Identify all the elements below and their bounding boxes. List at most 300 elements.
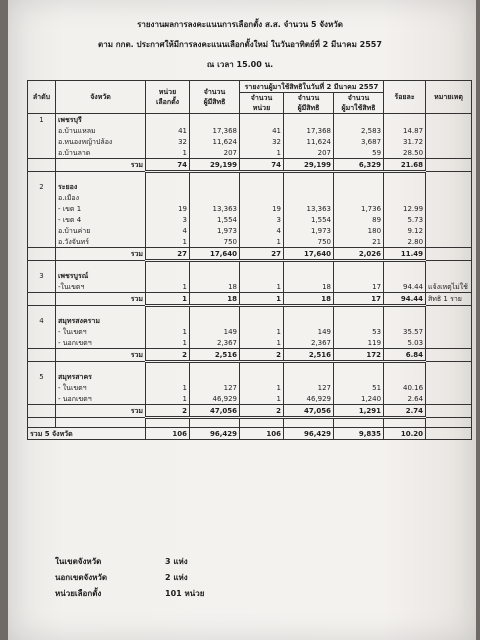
seq-number: 1 — [28, 114, 56, 126]
empty-cell — [146, 261, 190, 271]
summary-row: นอกเขตจังหวัด 2 แห่ง — [55, 573, 188, 582]
cell-note — [426, 236, 472, 248]
cell-voted: 51 — [334, 382, 384, 393]
grand-total-label: รวม 5 จังหวัด — [28, 428, 146, 440]
cell-eligible: 149 — [190, 326, 240, 337]
province-name: ระยอง — [56, 181, 146, 192]
cell-rep_eligible: 1,973 — [284, 225, 334, 236]
sum-units: 2 — [146, 349, 190, 362]
sum-rep_eligible: 17,640 — [284, 248, 334, 261]
cell-rep_units: 4 — [240, 225, 284, 236]
cell-rep_eligible: 149 — [284, 326, 334, 337]
cell-pct: 28.50 — [384, 147, 426, 159]
empty-cell — [28, 281, 56, 293]
province-row — [28, 114, 472, 126]
cell-eligible: 2,367 — [190, 337, 240, 349]
empty-cell — [28, 248, 56, 261]
table-row — [28, 393, 472, 405]
cell-units: 41 — [146, 125, 190, 136]
empty-cell — [28, 192, 56, 203]
empty-cell — [28, 337, 56, 349]
empty-cell — [384, 306, 426, 316]
empty-cell — [426, 371, 472, 382]
empty-cell — [28, 261, 56, 271]
report-subtitle: ตาม กกต. ประกาศให้มีการลงคะแนนเลือกตั้งใหม่ ในวันอาทิตย์ที่ 2 มีนาคม 2557 — [98, 40, 382, 49]
empty-cell — [240, 362, 284, 372]
sum-pct: 94.44 — [384, 293, 426, 306]
col-report-group: รายงานผู้มาใช้สิทธิในวันที่ 2 มีนาคม 2557 — [240, 81, 384, 93]
cell-rep_units: 3 — [240, 214, 284, 225]
col-units: หน่วย เลือกตั้ง — [146, 81, 190, 114]
total-eligible: 96,429 — [190, 428, 240, 440]
sum-rep_eligible: 47,056 — [284, 405, 334, 418]
empty-cell — [56, 261, 146, 271]
sum-units: 27 — [146, 248, 190, 261]
sum-voted: 172 — [334, 349, 384, 362]
cell-eligible: 1,554 — [190, 214, 240, 225]
empty-cell — [146, 418, 190, 428]
sum-pct: 11.49 — [384, 248, 426, 261]
empty-cell — [426, 261, 472, 271]
sum-voted: 6,329 — [334, 159, 384, 172]
empty-cell — [190, 315, 240, 326]
table-row — [28, 281, 472, 293]
table-row — [28, 326, 472, 337]
cell-note — [426, 203, 472, 214]
cell-pct: 94.44 — [384, 281, 426, 293]
empty-cell — [190, 306, 240, 316]
cell-eligible: 17,368 — [190, 125, 240, 136]
empty-cell — [284, 362, 334, 372]
cell-units: 1 — [146, 382, 190, 393]
cell-pct: 12.99 — [384, 203, 426, 214]
district-label: อ.เมือง — [56, 192, 146, 203]
empty-cell — [28, 203, 56, 214]
empty-cell — [284, 181, 334, 192]
col-rep-units: จำนวน หน่วย — [240, 93, 284, 114]
empty-cell — [28, 306, 56, 316]
empty-cell — [426, 114, 472, 126]
empty-cell — [146, 114, 190, 126]
total-rep_eligible: 96,429 — [284, 428, 334, 440]
empty-cell — [240, 172, 284, 182]
spacer-row — [28, 172, 472, 182]
empty-cell — [28, 405, 56, 418]
cell-voted: 59 — [334, 147, 384, 159]
empty-cell — [190, 181, 240, 192]
empty-cell — [190, 172, 240, 182]
empty-cell — [240, 418, 284, 428]
empty-cell — [190, 270, 240, 281]
cell-units: 1 — [146, 337, 190, 349]
subtotal-row — [28, 349, 472, 362]
table-body — [28, 114, 472, 440]
spacer-row — [28, 306, 472, 316]
province-name: เพชรบูรณ์ — [56, 270, 146, 281]
cell-rep_units: 1 — [240, 147, 284, 159]
empty-cell — [190, 418, 240, 428]
sum-units: 74 — [146, 159, 190, 172]
empty-cell — [240, 371, 284, 382]
cell-rep_eligible: 1,554 — [284, 214, 334, 225]
cell-rep_units: 1 — [240, 326, 284, 337]
empty-cell — [426, 306, 472, 316]
cell-pct: 2.80 — [384, 236, 426, 248]
district-label: อ.วังจันทร์ — [56, 236, 146, 248]
cell-units: 1 — [146, 281, 190, 293]
empty-cell — [28, 393, 56, 405]
table-row — [28, 147, 472, 159]
cell-voted: 1,736 — [334, 203, 384, 214]
empty-cell — [28, 125, 56, 136]
cell-units: 32 — [146, 136, 190, 147]
cell-units: 1 — [146, 236, 190, 248]
empty-cell — [28, 136, 56, 147]
sum-rep_units: 1 — [240, 293, 284, 306]
empty-cell — [426, 270, 472, 281]
subtotal-label: รวม — [56, 159, 146, 172]
cell-pct: 5.03 — [384, 337, 426, 349]
report-time: ณ เวลา 15.00 น. — [206, 60, 274, 69]
province-name: สมุทรสาคร — [56, 371, 146, 382]
province-row — [28, 315, 472, 326]
spacer-row — [28, 261, 472, 271]
empty-cell — [334, 306, 384, 316]
cell-rep_units: 32 — [240, 136, 284, 147]
empty-cell — [190, 261, 240, 271]
cell-units: 4 — [146, 225, 190, 236]
sum-voted: 1,291 — [334, 405, 384, 418]
empty-cell — [240, 181, 284, 192]
empty-cell — [334, 362, 384, 372]
cell-note: แจ้งเหตุไม่ใช้ — [426, 281, 472, 293]
cell-eligible: 18 — [190, 281, 240, 293]
cell-voted: 21 — [334, 236, 384, 248]
empty-cell — [146, 270, 190, 281]
empty-cell — [28, 418, 56, 428]
cell-voted: 89 — [334, 214, 384, 225]
sum-pct: 6.84 — [384, 349, 426, 362]
subtotal-row — [28, 248, 472, 261]
cell-rep_eligible: 11,624 — [284, 136, 334, 147]
cell-units — [146, 192, 190, 203]
sum-voted: 2,026 — [334, 248, 384, 261]
empty-cell — [284, 270, 334, 281]
table-row — [28, 236, 472, 248]
empty-cell — [334, 172, 384, 182]
empty-cell — [384, 114, 426, 126]
col-rep-voted: จำนวน ผู้มาใช้สิทธิ — [334, 93, 384, 114]
empty-cell — [190, 362, 240, 372]
summary-row: ในเขตจังหวัด 3 แห่ง — [55, 557, 188, 566]
empty-cell — [28, 349, 56, 362]
report-title: รายงานผลการลงคะแนนการเลือกตั้ง ส.ส. จำนวน 5 จังหวัด — [137, 20, 343, 29]
cell-note — [426, 125, 472, 136]
empty-cell — [28, 236, 56, 248]
empty-cell — [28, 172, 56, 182]
empty-cell — [426, 181, 472, 192]
empty-cell — [146, 306, 190, 316]
empty-cell — [56, 306, 146, 316]
sum-note — [426, 405, 472, 418]
empty-cell — [28, 382, 56, 393]
sum-note — [426, 248, 472, 261]
cell-eligible — [190, 192, 240, 203]
cell-pct: 5.73 — [384, 214, 426, 225]
district-label: อ.บ้านลาด — [56, 147, 146, 159]
empty-cell — [28, 147, 56, 159]
district-label: - นอกเขตฯ — [56, 393, 146, 405]
subtotal-label: รวม — [56, 349, 146, 362]
cell-rep_eligible: 13,363 — [284, 203, 334, 214]
empty-cell — [28, 214, 56, 225]
sum-eligible: 2,516 — [190, 349, 240, 362]
seq-number: 2 — [28, 181, 56, 192]
cell-rep_units: 1 — [240, 337, 284, 349]
spacer-row — [28, 362, 472, 372]
total-note — [426, 428, 472, 440]
seq-number: 3 — [28, 270, 56, 281]
empty-cell — [426, 172, 472, 182]
district-label: อ.บ้านแหลม — [56, 125, 146, 136]
empty-cell — [334, 270, 384, 281]
cell-eligible: 11,624 — [190, 136, 240, 147]
total-rep_units: 106 — [240, 428, 284, 440]
empty-cell — [56, 172, 146, 182]
seq-number: 4 — [28, 315, 56, 326]
cell-rep_units: 1 — [240, 382, 284, 393]
col-note: หมายเหตุ — [426, 81, 472, 114]
empty-cell — [426, 362, 472, 372]
col-percent: ร้อยละ — [384, 81, 426, 114]
cell-note — [426, 225, 472, 236]
empty-cell — [384, 362, 426, 372]
empty-cell — [240, 306, 284, 316]
subtotal-label: รวม — [56, 293, 146, 306]
empty-cell — [284, 371, 334, 382]
cell-eligible: 127 — [190, 382, 240, 393]
subtotal-row — [28, 405, 472, 418]
district-label: อ.บ้านค่าย — [56, 225, 146, 236]
sum-eligible: 18 — [190, 293, 240, 306]
col-province: จังหวัด — [56, 81, 146, 114]
empty-cell — [334, 418, 384, 428]
cell-voted: 1,240 — [334, 393, 384, 405]
total-pct: 10.20 — [384, 428, 426, 440]
empty-cell — [384, 315, 426, 326]
empty-cell — [334, 315, 384, 326]
empty-cell — [146, 362, 190, 372]
cell-eligible: 207 — [190, 147, 240, 159]
province-row — [28, 181, 472, 192]
total-voted: 9,835 — [334, 428, 384, 440]
cell-voted: 3,687 — [334, 136, 384, 147]
cell-rep_eligible: 17,368 — [284, 125, 334, 136]
province-name: เพชรบุรี — [56, 114, 146, 126]
sum-rep_units: 74 — [240, 159, 284, 172]
empty-cell — [146, 315, 190, 326]
cell-note — [426, 393, 472, 405]
sum-units: 2 — [146, 405, 190, 418]
cell-rep_units — [240, 192, 284, 203]
col-rep-eligible: จำนวน ผู้มีสิทธิ — [284, 93, 334, 114]
cell-rep_eligible: 18 — [284, 281, 334, 293]
cell-rep_units: 1 — [240, 236, 284, 248]
table-row — [28, 203, 472, 214]
sum-pct: 21.68 — [384, 159, 426, 172]
table-header — [28, 81, 472, 114]
summary-block — [55, 555, 204, 603]
empty-cell — [240, 315, 284, 326]
cell-voted — [334, 192, 384, 203]
sum-eligible: 17,640 — [190, 248, 240, 261]
empty-cell — [384, 270, 426, 281]
cell-units: 19 — [146, 203, 190, 214]
cell-note — [426, 337, 472, 349]
district-label: อ.หนองหญ้าปล้อง — [56, 136, 146, 147]
district-label: - นอกเขตฯ — [56, 337, 146, 349]
cell-pct: 2.64 — [384, 393, 426, 405]
empty-cell — [240, 261, 284, 271]
cell-rep_eligible: 2,367 — [284, 337, 334, 349]
cell-rep_eligible — [284, 192, 334, 203]
province-name: สมุทรสงคราม — [56, 315, 146, 326]
total-units: 106 — [146, 428, 190, 440]
sum-rep_eligible: 18 — [284, 293, 334, 306]
cell-note — [426, 192, 472, 203]
cell-pct: 40.16 — [384, 382, 426, 393]
empty-cell — [426, 418, 472, 428]
subtotal-label: รวม — [56, 248, 146, 261]
cell-note — [426, 326, 472, 337]
grand-total-row — [28, 428, 472, 440]
empty-cell — [334, 371, 384, 382]
subtotal-label: รวม — [56, 405, 146, 418]
empty-cell — [334, 181, 384, 192]
empty-cell — [28, 159, 56, 172]
cell-rep_eligible: 750 — [284, 236, 334, 248]
col-seq: ลำดับ — [28, 81, 56, 114]
sum-note: สิทธิ 1 ราย — [426, 293, 472, 306]
empty-cell — [190, 371, 240, 382]
cell-units: 1 — [146, 147, 190, 159]
district-label: -ในเขตฯ — [56, 281, 146, 293]
empty-cell — [284, 306, 334, 316]
sum-pct: 2.74 — [384, 405, 426, 418]
empty-cell — [426, 315, 472, 326]
cell-pct: 14.87 — [384, 125, 426, 136]
cell-note — [426, 382, 472, 393]
sum-eligible: 29,199 — [190, 159, 240, 172]
empty-cell — [384, 172, 426, 182]
district-label: - เขต 4 — [56, 214, 146, 225]
sum-rep_units: 27 — [240, 248, 284, 261]
empty-cell — [56, 362, 146, 372]
empty-cell — [284, 172, 334, 182]
cell-note — [426, 136, 472, 147]
empty-cell — [384, 418, 426, 428]
empty-cell — [284, 315, 334, 326]
empty-cell — [334, 261, 384, 271]
empty-cell — [28, 326, 56, 337]
cell-voted: 180 — [334, 225, 384, 236]
sum-rep_units: 2 — [240, 405, 284, 418]
subtotal-row — [28, 159, 472, 172]
cell-rep_units: 1 — [240, 393, 284, 405]
empty-cell — [146, 181, 190, 192]
cell-units: 3 — [146, 214, 190, 225]
cell-voted: 17 — [334, 281, 384, 293]
table-row — [28, 125, 472, 136]
cell-rep_eligible: 127 — [284, 382, 334, 393]
table-row — [28, 382, 472, 393]
subtotal-row — [28, 293, 472, 306]
table-row — [28, 214, 472, 225]
cell-pct: 35.57 — [384, 326, 426, 337]
cell-eligible: 1,973 — [190, 225, 240, 236]
empty-cell — [384, 181, 426, 192]
table-row — [28, 225, 472, 236]
sum-eligible: 47,056 — [190, 405, 240, 418]
cell-voted: 119 — [334, 337, 384, 349]
spacer-row — [28, 418, 472, 428]
empty-cell — [28, 225, 56, 236]
province-row — [28, 371, 472, 382]
sum-voted: 17 — [334, 293, 384, 306]
sum-rep_eligible: 29,199 — [284, 159, 334, 172]
empty-cell — [190, 114, 240, 126]
cell-note — [426, 147, 472, 159]
cell-pct: 9.12 — [384, 225, 426, 236]
summary-row: หน่วยเลือกตั้ง 101 หน่วย — [55, 589, 205, 598]
results-table — [27, 80, 472, 440]
sum-note — [426, 159, 472, 172]
cell-eligible: 46,929 — [190, 393, 240, 405]
empty-cell — [28, 293, 56, 306]
empty-cell — [384, 371, 426, 382]
cell-note — [426, 214, 472, 225]
cell-pct: 31.72 — [384, 136, 426, 147]
cell-rep_eligible: 207 — [284, 147, 334, 159]
col-eligible: จำนวน ผู้มีสิทธิ — [190, 81, 240, 114]
sum-units: 1 — [146, 293, 190, 306]
province-row — [28, 270, 472, 281]
sum-note — [426, 349, 472, 362]
district-label: - ในเขตฯ — [56, 326, 146, 337]
empty-cell — [28, 362, 56, 372]
empty-cell — [284, 261, 334, 271]
empty-cell — [384, 261, 426, 271]
table-row — [28, 136, 472, 147]
empty-cell — [240, 114, 284, 126]
cell-eligible: 750 — [190, 236, 240, 248]
empty-cell — [284, 418, 334, 428]
table-row — [28, 337, 472, 349]
cell-rep_units: 1 — [240, 281, 284, 293]
cell-voted: 53 — [334, 326, 384, 337]
cell-units: 1 — [146, 393, 190, 405]
empty-cell — [334, 114, 384, 126]
sum-rep_units: 2 — [240, 349, 284, 362]
sum-rep_eligible: 2,516 — [284, 349, 334, 362]
district-label: - ในเขตฯ — [56, 382, 146, 393]
table-row — [28, 192, 472, 203]
empty-cell — [284, 114, 334, 126]
empty-cell — [146, 371, 190, 382]
district-label: - เขต 1 — [56, 203, 146, 214]
cell-rep_eligible: 46,929 — [284, 393, 334, 405]
cell-pct — [384, 192, 426, 203]
